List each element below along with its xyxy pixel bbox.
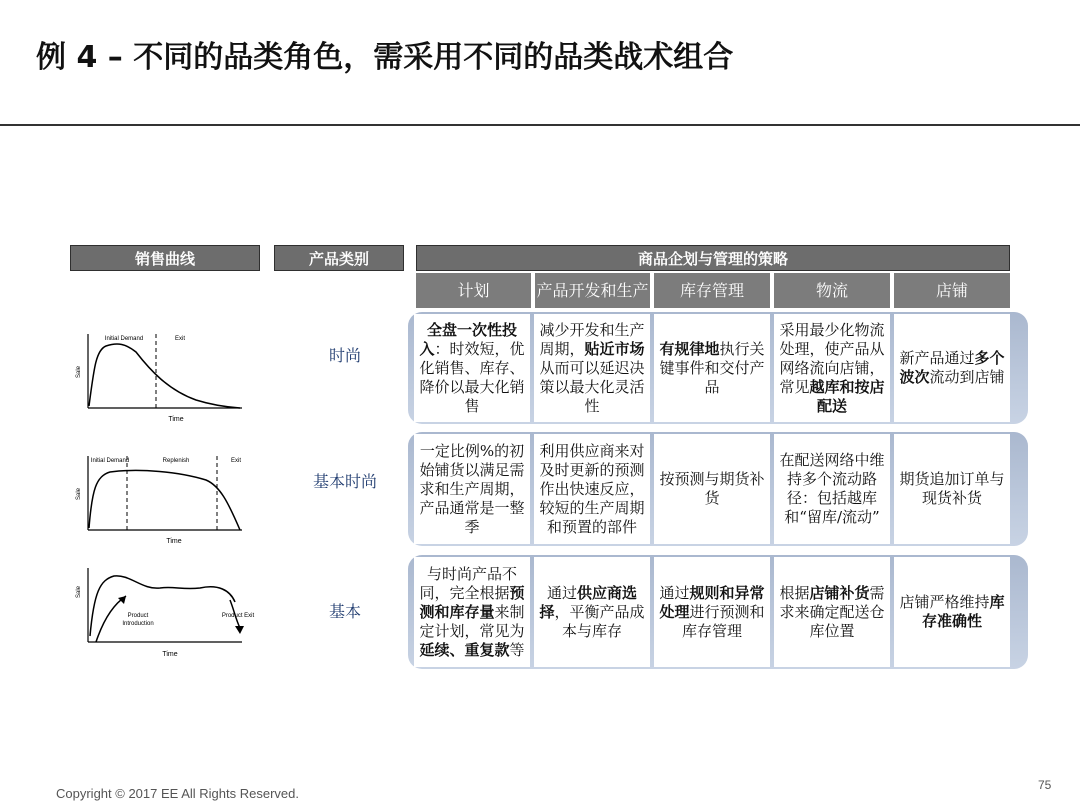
cell-text	[538, 584, 646, 641]
sales-curve-basic-fashion	[70, 450, 250, 546]
cell-text	[778, 451, 886, 527]
cell-emphasis: 规则和异常处理	[659, 583, 765, 621]
exit-arrowhead	[235, 626, 244, 634]
header-product-category: 产品类别	[274, 245, 404, 271]
cell-basic-fashion-store	[894, 434, 1010, 544]
cell-emphasis: 全盘一次性投入	[419, 320, 517, 358]
cell-fashion-inventory	[654, 314, 770, 422]
cell-fashion-store	[894, 314, 1010, 422]
subheader-plan: 计划	[416, 273, 531, 308]
cell-segment: 利用供应商来对及时更新的预测作出快速反应，较短的生产周期和预置的部件	[539, 441, 645, 536]
sales-curve-basic	[70, 562, 260, 660]
cell-text	[658, 470, 766, 508]
cell-segment: 在配送网络中维持多个流动路径：包括越库和“留库/流动”	[779, 451, 885, 526]
sales-curve-fashion	[70, 328, 250, 424]
axis-label-time: Time	[162, 651, 178, 658]
axis-label-time: Time	[166, 538, 182, 545]
axis-label-sale: Sale	[76, 585, 82, 599]
cell-segment: 从而可以延迟决策以最大化灵活性	[539, 358, 645, 415]
cell-basic-fashion-plan	[414, 434, 530, 544]
cell-segment: 执行关键事件和交付产品	[659, 339, 765, 396]
cell-emphasis: 供应商选择	[539, 583, 638, 621]
cell-emphasis: 有规律地	[659, 339, 720, 358]
cell-emphasis: 贴近市场	[584, 339, 645, 358]
cell-segment: 等	[509, 640, 525, 659]
page-number: 75	[1038, 778, 1052, 792]
label-exit: Exit	[174, 336, 186, 342]
cell-emphasis: 多个波次	[899, 349, 1005, 386]
subheader-store: 店铺	[894, 273, 1010, 308]
introduction-arrowhead	[118, 596, 126, 604]
cell-text	[658, 584, 766, 641]
copyright-text: Copyright © 2017 EE All Rights Reserved.	[56, 786, 299, 801]
cell-basic-inventory	[654, 557, 770, 667]
label-replenish: Replenish	[162, 458, 190, 464]
cell-text	[538, 442, 646, 537]
page-title: 例 4 – 不同的品类角色，需采用不同的品类战术组合	[36, 40, 734, 75]
cell-text	[898, 593, 1006, 631]
cell-segment: 需求来确定配送仓库位置	[779, 583, 885, 640]
label-exit: Exit	[230, 458, 242, 464]
cell-text	[418, 321, 526, 416]
cell-segment: 与时尚产品不同，完全根据	[419, 564, 517, 602]
cell-emphasis: 库存准确性	[921, 593, 1005, 630]
cell-text	[898, 349, 1006, 387]
cell-fashion-plan	[414, 314, 530, 422]
category-fashion: 时尚	[328, 346, 361, 365]
cell-basic-fashion-development	[534, 434, 650, 544]
category-basic-fashion: 基本时尚	[312, 472, 377, 491]
cell-segment: 一定比例%的初始铺货以满足需求和生产周期，产品通常是一整季	[419, 441, 525, 536]
cell-fashion-development	[534, 314, 650, 422]
cell-emphasis: 越库和按店配送	[809, 377, 885, 415]
cell-segment: 通过	[659, 583, 690, 602]
label-product-exit: Product Exit	[221, 613, 255, 619]
axis-label-sale: Sale	[76, 487, 82, 501]
cell-text	[418, 565, 526, 660]
cell-basic-plan	[414, 557, 530, 667]
label-initial-demand: Initial Demand	[104, 336, 144, 342]
cell-segment: 通过	[546, 583, 577, 602]
cell-segment: 根据	[779, 583, 810, 602]
cell-segment: ：时效短，优化销售、库存、降价以最大化销售	[419, 339, 525, 415]
label-product-introduction-1: Product	[127, 613, 149, 619]
label-product-introduction-2: Introduction	[122, 621, 154, 627]
cell-emphasis: 预测和库存量	[419, 583, 525, 621]
cell-segment: 进行预测和库存管理	[681, 602, 765, 640]
cell-basic-logistics	[774, 557, 890, 667]
cell-segment: 减少开发和生产周期，	[539, 320, 645, 358]
product-introduction-arrow	[96, 596, 126, 642]
subheader-development: 产品开发和生产	[535, 273, 650, 308]
cell-segment: 店铺严格维持	[899, 593, 990, 611]
axis-label-time: Time	[168, 416, 184, 423]
cell-text	[898, 470, 1006, 508]
cell-text	[778, 584, 886, 641]
title-divider	[0, 124, 1080, 126]
label-initial-demand: Initial Demand	[90, 458, 130, 464]
cell-segment: 流动到店铺	[929, 368, 1005, 386]
cell-segment: 新产品通过	[899, 349, 975, 367]
cell-emphasis: 店铺补货	[809, 583, 870, 602]
cell-basic-development	[534, 557, 650, 667]
subheader-logistics: 物流	[774, 273, 890, 308]
cell-segment: 来制定计划，常见为	[419, 602, 525, 640]
cell-segment: ，平衡产品成本与库存	[554, 602, 645, 640]
sales-curve-line	[89, 344, 240, 408]
cell-fashion-logistics	[774, 314, 890, 422]
sales-curve-line	[90, 576, 235, 636]
subheader-inventory: 库存管理	[654, 273, 770, 308]
header-sales-curve: 销售曲线	[70, 245, 260, 271]
cell-basic-fashion-inventory	[654, 434, 770, 544]
header-strategy: 商品企划与管理的策略	[416, 245, 1010, 271]
cell-emphasis: 延续、重复款	[419, 640, 510, 659]
cell-text	[778, 321, 886, 416]
cell-text	[538, 321, 646, 416]
cell-segment: 按预测与期货补货	[659, 470, 765, 507]
category-basic: 基本	[328, 602, 361, 621]
cell-segment: 采用最少化物流处理，使产品从网络流向店铺，常见	[779, 320, 885, 396]
cell-basic-store	[894, 557, 1010, 667]
axis-label-sale: Sale	[76, 365, 82, 379]
cell-basic-fashion-logistics	[774, 434, 890, 544]
cell-text	[418, 442, 526, 537]
cell-segment: 期货追加订单与现货补货	[899, 470, 1005, 507]
cell-text	[658, 340, 766, 397]
